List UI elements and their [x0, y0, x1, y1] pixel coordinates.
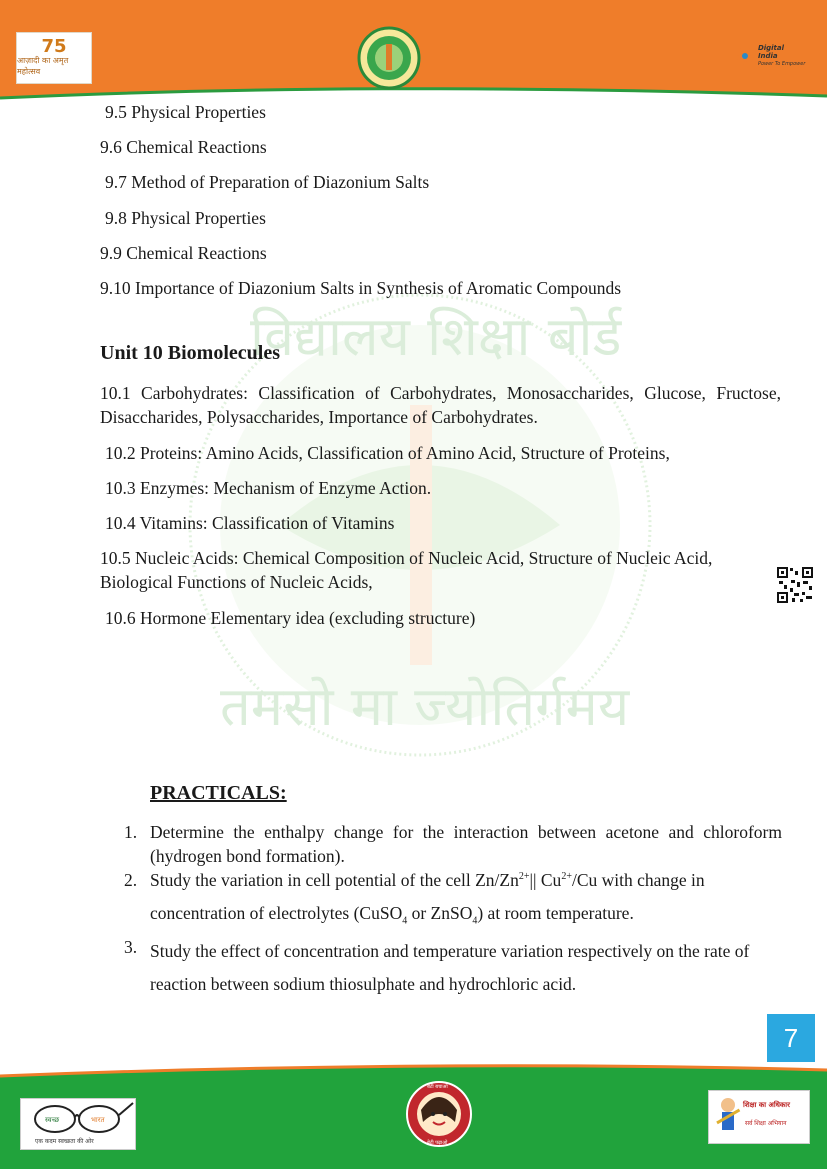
unit9-item: 9.8 Physical Properties [105, 208, 266, 228]
practical-number: 3. [124, 937, 138, 957]
swachh-bharat-logo [20, 1098, 136, 1150]
unit10-item: 10.2 Proteins: Amino Acids, Classification of Amino Acid, Structure of Proteins, [105, 443, 670, 463]
rte-subtitle: सर्व शिक्षा अभियान [745, 1120, 787, 1127]
watermark-top-text: विद्यालय शिक्षा बोर्ड [250, 305, 622, 368]
unit10-item: 10.5 Nucleic Acids: Chemical Composition of Nucleic Acid, Structure of Nucleic Acid, Biological Functions of Nucleic Acids, [100, 548, 713, 592]
unit9-item: 9.10 Importance of Diazonium Salts in Synthesis of Aromatic Compounds [100, 278, 622, 298]
practicals-heading: PRACTICALS: [150, 782, 287, 804]
unit9-item: 9.7 Method of Preparation of Diazonium Salts [105, 172, 430, 192]
watermark-bottom-text: तमसो मा ज्योतिर्गमय [220, 675, 630, 738]
child-with-pencil-icon [713, 1095, 743, 1139]
svg-text:स्वच्छ: स्वच्छ [45, 1116, 60, 1124]
digital-india-logo [736, 44, 806, 68]
beti-bachao-emblem-icon [405, 1076, 473, 1150]
practical-number: 1. [124, 822, 138, 842]
unit9-item: 9.6 Chemical Reactions [100, 137, 267, 157]
practical-number: 2. [124, 870, 138, 890]
practical-item-line2: concentration of electrolytes (CuSO$_4$ or ZnSO$_4$) at room temperature. [150, 903, 634, 927]
unit10-item: 10.6 Hormone Elementary idea (excluding structure) [105, 608, 476, 628]
glasses-icon [21, 1099, 135, 1139]
practical-item: Study the effect of concentration and temperature variation respectively on the rate of reaction between sodium thiosulphate and hydrochloric acid. [150, 941, 750, 994]
practical-item: Determine the enthalpy change for the interaction between acetone and chloroform (hydrogen bond formation). [150, 822, 782, 866]
practical-item-line1: Study the variation in cell potential of the cell $Zn/Zn^{2+}||$ $Cu^{2+}/Cu$ with change in [150, 870, 705, 890]
svg-text:बेटी बचाओ: बेटी बचाओ [427, 1084, 448, 1090]
svg-text:बेटी पढ़ाओ: बेटी पढ़ाओ [427, 1140, 448, 1146]
unit10-item: 10.4 Vitamins: Classification of Vitamins [105, 513, 395, 533]
unit10-item: 10.3 Enzymes: Mechanism of Enzyme Action. [105, 478, 432, 498]
qr-code-icon[interactable] [776, 566, 814, 604]
azadi-ka-amrit-mahotsav-logo: 75 आज़ादी का अमृत महोत्सव [16, 32, 92, 84]
unit9-item: 9.5 Physical Properties [105, 102, 266, 122]
svg-text:भारत: भारत [91, 1116, 105, 1124]
digital-india-icon [736, 47, 754, 65]
unit9-item: 9.9 Chemical Reactions [100, 243, 267, 263]
digital-india-text: Digital India [757, 44, 785, 60]
swachh-label: एक कदम स्वच्छता की ओर [35, 1138, 94, 1145]
unit10-heading: Unit 10 Biomolecules [100, 342, 280, 364]
unit10-item: 10.1 Carbohydrates: Classification of Carbohydrates, Monosaccharides, Glucose, Fructose, Disaccharides, Polysaccharides, Importance of Carbohydrates. [100, 383, 781, 427]
page-number: 7 [767, 1014, 815, 1062]
right-to-education-logo [708, 1090, 810, 1144]
board-emblem-icon [357, 26, 421, 90]
digital-india-tagline: Power To Empower [757, 61, 806, 67]
rte-title: शिक्षा का अधिकार [743, 1101, 790, 1109]
